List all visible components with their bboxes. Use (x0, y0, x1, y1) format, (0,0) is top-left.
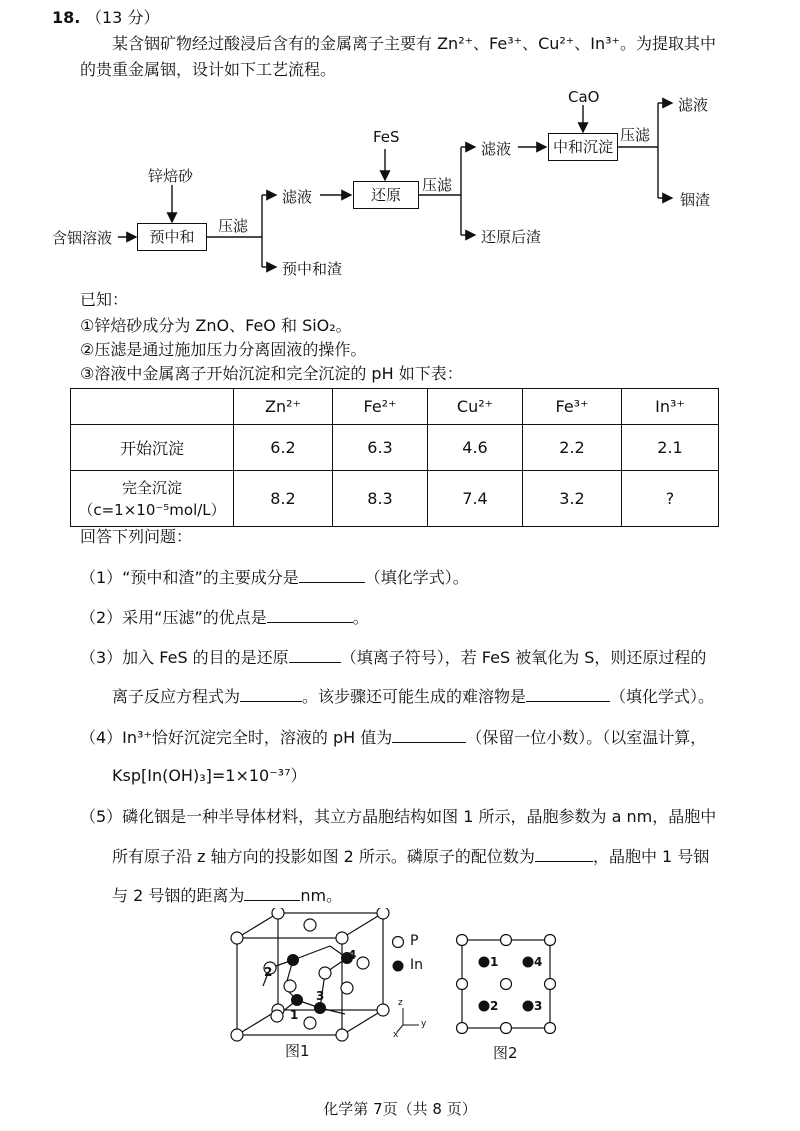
flow-step-press-filter-3: 压滤 (620, 126, 651, 144)
flow-step-press-filter-2: 压滤 (422, 176, 453, 194)
flow-feed-cao: CaO (568, 88, 600, 106)
q2-text-b: 。 (352, 608, 369, 627)
in-atom (479, 1001, 490, 1012)
p-atom (545, 1023, 556, 1034)
axis-y-label: y (421, 1019, 427, 1029)
question-number: 18. (52, 8, 81, 27)
table-row-label-line: （c=1×10⁻⁵mol/L） (78, 500, 226, 519)
flow-out-filtrate-1: 滤液 (282, 188, 313, 206)
q1-text-a: （1）“预中和渣”的主要成分是 (80, 568, 299, 587)
answer-intro: 回答下列问题： (80, 527, 193, 546)
p-atom (272, 908, 284, 919)
q1-blank[interactable] (299, 568, 365, 583)
flow-out-filtrate-3: 滤液 (678, 96, 709, 114)
fig1-label-1: 1 (290, 1008, 299, 1022)
question-5-line-2 (112, 844, 709, 867)
question-points: （13 分） (86, 8, 160, 27)
ph-table (70, 388, 719, 527)
intro-line-2: 的贵重金属铟，设计如下工艺流程。 (80, 60, 337, 79)
question-1 (80, 565, 469, 588)
table-header-cell (71, 389, 234, 425)
figure-2-projection (450, 932, 560, 1042)
p-atom (377, 908, 389, 919)
figure-1-caption: 图1 (285, 1042, 310, 1060)
table-cell: 2.2 (523, 425, 622, 471)
p-atom (336, 932, 348, 944)
q1-text-b: （填化学式）。 (364, 568, 469, 587)
p-atom (231, 1029, 243, 1041)
table-header-cell: Fe²⁺ (333, 389, 428, 425)
p-atom (304, 919, 316, 931)
known-item-1: ①锌焙砂成分为 ZnO、FeO 和 SiO₂。 (80, 316, 352, 335)
flow-out-pre-neutral-residue: 预中和渣 (282, 260, 343, 278)
in-atom (479, 957, 490, 968)
flow-step-press-filter-1: 压滤 (218, 217, 249, 235)
question-3-line-2 (112, 684, 714, 707)
p-atom (271, 1010, 283, 1022)
q3-blank-precipitate[interactable] (526, 687, 610, 702)
question-5-line-3 (112, 883, 342, 906)
q5-text-c: ，晶胞中 1 号铟 (592, 847, 710, 866)
p-atom (284, 980, 296, 992)
flow-box-neutral-precipitate: 中和沉淀 (548, 133, 618, 161)
intro-line-1: 某含铟矿物经过酸浸后含有的金属离子主要有 Zn²⁺、Fe³⁺、Cu²⁺、In³⁺。为提取其中 (112, 34, 716, 53)
axis-x-label: x (393, 1030, 399, 1040)
p-atom (457, 979, 468, 990)
in-atom (314, 1002, 326, 1014)
legend-markers (388, 934, 408, 974)
p-atom (545, 935, 556, 946)
flow-box-reduce: 还原 (353, 181, 419, 209)
page-footer: 化学第 7页（共 8 页） (323, 1100, 477, 1118)
p-atom (457, 935, 468, 946)
q3-blank-ion[interactable] (289, 648, 341, 663)
p-atom (501, 935, 512, 946)
legend-p-label: P (410, 933, 419, 949)
flow-feed-zinc-calcine: 锌焙砂 (148, 167, 194, 185)
question-4-line-2: Ksp[In(OH)₃]=1×10⁻³⁷） (112, 766, 307, 785)
table-header-cell: Cu²⁺ (428, 389, 523, 425)
p-atom (319, 967, 331, 979)
table-row-label-line: 完全沉淀 (121, 478, 182, 497)
fig2-label-3: 3 (534, 999, 543, 1013)
figure-2-caption: 图2 (493, 1044, 518, 1062)
q2-blank[interactable] (267, 608, 353, 623)
fig1-label-3: 3 (316, 989, 325, 1003)
in-atom (287, 954, 299, 966)
table-cell: 6.2 (234, 425, 333, 471)
fig2-label-4: 4 (534, 955, 543, 969)
q4-text-b: （保留一位小数）。（以室温计算， (466, 728, 707, 747)
flow-out-filtrate-2: 滤液 (481, 140, 512, 158)
table-header-row (71, 389, 719, 425)
q5-blank-distance[interactable] (244, 886, 300, 901)
known-title: 已知： (80, 290, 129, 309)
table-row-label: 开始沉淀 (71, 425, 234, 471)
table-cell: 2.1 (622, 425, 719, 471)
in-atom (291, 994, 303, 1006)
axis-z-label: z (398, 998, 403, 1008)
flow-out-indium-residue: 铟渣 (680, 191, 711, 209)
q3-text-d: 。该步骤还可能生成的难溶物是 (302, 687, 527, 706)
legend-p-icon (393, 937, 404, 948)
q4-text-a: （4）In³⁺恰好沉淀完全时，溶液的 pH 值为 (80, 728, 393, 747)
known-item-3: ③溶液中金属离子开始沉淀和完全沉淀的 pH 如下表： (80, 364, 463, 383)
question-5-line-1: （5）磷化铟是一种半导体材料，其立方晶胞结构如图 1 所示，晶胞参数为 a nm，晶胞中 (80, 807, 717, 826)
q3-text-c: 离子反应方程式为 (112, 687, 241, 706)
question-2 (80, 605, 369, 628)
q5-text-e: nm。 (300, 886, 343, 905)
q5-text-b: 所有原子沿 z 轴方向的投影如图 2 所示。磷原子的配位数为 (112, 847, 535, 866)
q5-blank-coordination[interactable] (535, 847, 593, 862)
p-atom (457, 1023, 468, 1034)
p-atom (545, 979, 556, 990)
table-header-cell: In³⁺ (622, 389, 719, 425)
table-cell: 8.2 (234, 471, 333, 527)
in-atom (523, 957, 534, 968)
p-atom (341, 982, 353, 994)
p-atom (357, 957, 369, 969)
fig2-label-2: 2 (490, 999, 499, 1013)
question-3-line-1 (80, 645, 706, 668)
flow-box-pre-neutralize: 预中和 (137, 223, 207, 251)
table-cell: 8.3 (333, 471, 428, 527)
legend-in-icon (393, 961, 404, 972)
known-item-2: ②压滤是通过施加压力分离固液的操作。 (80, 340, 367, 359)
q3-text-e: （填化学式）。 (610, 687, 715, 706)
p-atom (377, 1004, 389, 1016)
q4-blank-ph[interactable] (392, 728, 466, 743)
flow-start-label: 含铟溶液 (52, 229, 113, 247)
table-row (71, 425, 719, 471)
q2-text-a: （2）采用“压滤”的优点是 (80, 608, 267, 627)
p-atom (501, 979, 512, 990)
in-atom (523, 1001, 534, 1012)
p-atom (501, 1023, 512, 1034)
fig2-label-1: 1 (490, 955, 499, 969)
fig1-label-4: 4 (348, 948, 357, 962)
q5-text-d: 与 2 号铟的距离为 (112, 886, 245, 905)
table-cell: 7.4 (428, 471, 523, 527)
table-cell: 3.2 (523, 471, 622, 527)
table-row-label (71, 471, 234, 527)
fig1-label-2: 2 (264, 965, 273, 979)
table-header-cell: Fe³⁺ (523, 389, 622, 425)
p-atom (304, 1017, 316, 1029)
table-header-cell: Zn²⁺ (234, 389, 333, 425)
flow-feed-fes: FeS (373, 128, 400, 146)
table-cell: 4.6 (428, 425, 523, 471)
legend-in-label: In (410, 957, 424, 973)
table-cell: ? (622, 471, 719, 527)
table-row (71, 471, 719, 527)
table-cell: 6.3 (333, 425, 428, 471)
p-atom (231, 932, 243, 944)
question-4-line-1 (80, 725, 706, 748)
q3-text-b: （填离子符号），若 FeS 被氧化为 S，则还原过程的 (340, 648, 707, 667)
flow-out-reduce-residue: 还原后渣 (481, 228, 542, 246)
q3-blank-equation[interactable] (240, 687, 302, 702)
p-atom (336, 1029, 348, 1041)
q3-text-a: （3）加入 FeS 的目的是还原 (80, 648, 289, 667)
